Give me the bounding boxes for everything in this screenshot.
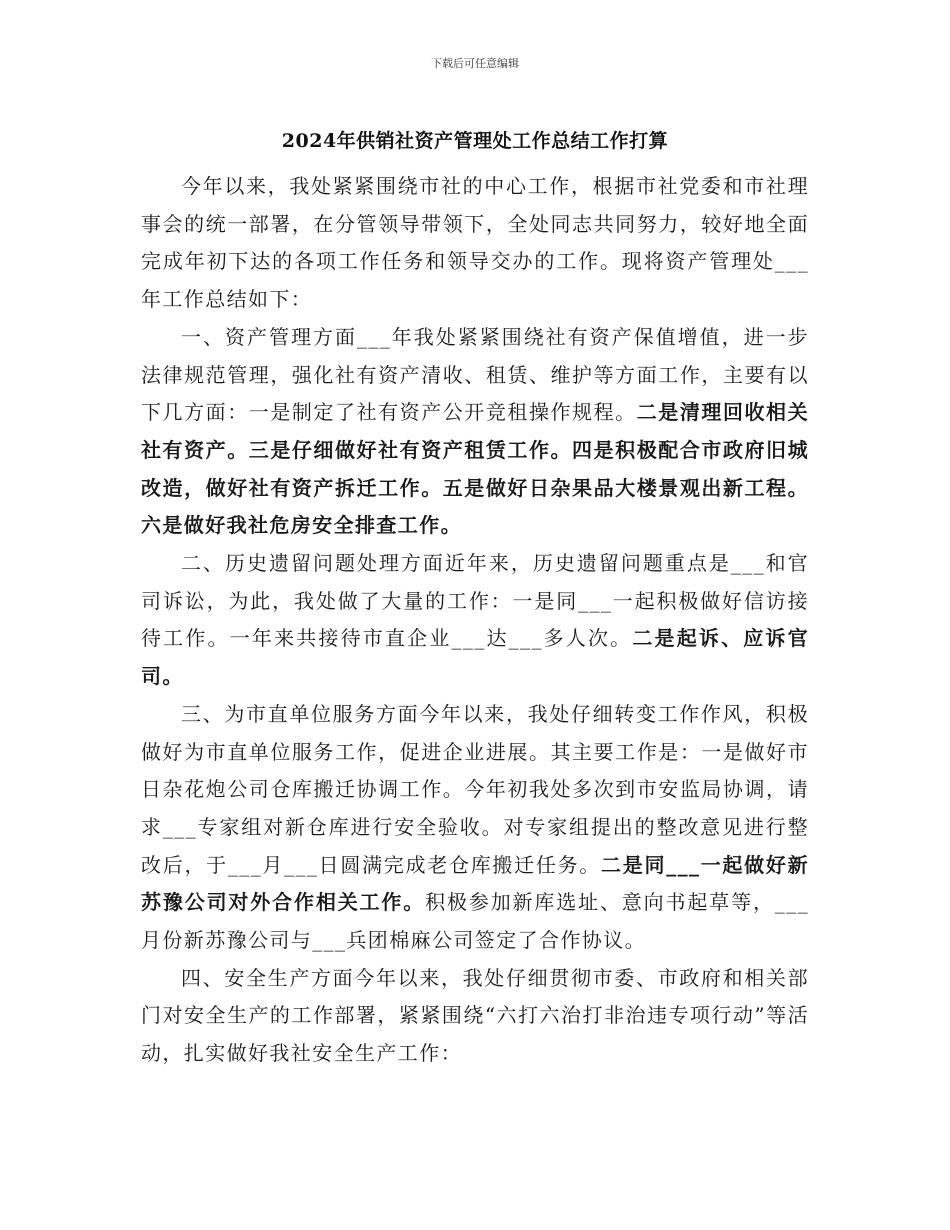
paragraph-intro <box>141 168 809 319</box>
paragraph-text: 一、资产管理方面___年我处紧紧围绕社有资产保值增值，进一步法律规范管理，强化社有资产清收、租赁、维护等方面工作，主要有以下几方面：一是制定了社有资产公开竞租操作规程。 <box>141 324 809 425</box>
page-header-note: 下载后可任意编辑 <box>431 57 519 70</box>
paragraph-tail-text: 积极参加新库选址、意向书起草等，___月份新苏豫公司与___兵团棉麻公司签定了合作协议。 <box>141 890 810 953</box>
paragraph-unit-service <box>141 696 809 960</box>
paragraph-text: 今年以来，我处紧紧围绕市社的中心工作，根据市社党委和市社理事会的统一部署，在分管领导带领下，全处同志共同努力，较好地全面完成年初下达的各项工作任务和领导交办的工作。现将资产管理处___年工作总结如下： <box>141 174 809 312</box>
document-title: 2024年供销社资产管理处工作总结工作打算 <box>281 130 669 152</box>
paragraph-safety-production <box>141 960 809 1073</box>
paragraph-bold-text: 二是同___一起做好新苏豫公司对外合作相关工作。 <box>141 852 809 915</box>
paragraph-text: 二、历史遗留问题处理方面近年来，历史遗留问题重点是___和官司诉讼，为此，我处做了大量的工作：一是同___一起积极做好信访接待工作。一年来共接待市直企业___达___多人次。 <box>141 551 809 651</box>
paragraph-bold-text: 二是清理回收相关社有资产。三是仔细做好社有资产租赁工作。四是积极配合市政府旧城改造，做好社有资产拆迁工作。五是做好日杂果品大楼景观出新工程。六是做好我社危房安全排查工作。 <box>141 400 810 538</box>
paragraph-asset-management <box>141 319 809 545</box>
paragraph-text: 四、安全生产方面今年以来，我处仔细贯彻市委、市政府和相关部门对安全生产的工作部署，紧紧围绕“六打六治打非治违专项行动”等活动，扎实做好我社安全生产工作： <box>141 965 809 1066</box>
document-body <box>141 168 809 1073</box>
paragraph-text: 三、为市直单位服务方面今年以来，我处仔细转变工作作风，积极做好为市直单位服务工作，促进企业进展。其主要工作是：一是做好市日杂花炮公司仓库搬迁协调工作。今年初我处多次到市安监局协调，请求___专家组对新仓库进行安全验收。对专家组提出的整改意见进行整改后，于___月___日圆满完成老仓库搬迁任务。 <box>141 701 809 877</box>
paragraph-historical-issues <box>141 545 809 696</box>
paragraph-bold-text: 二是起诉、应诉官司。 <box>141 626 810 689</box>
